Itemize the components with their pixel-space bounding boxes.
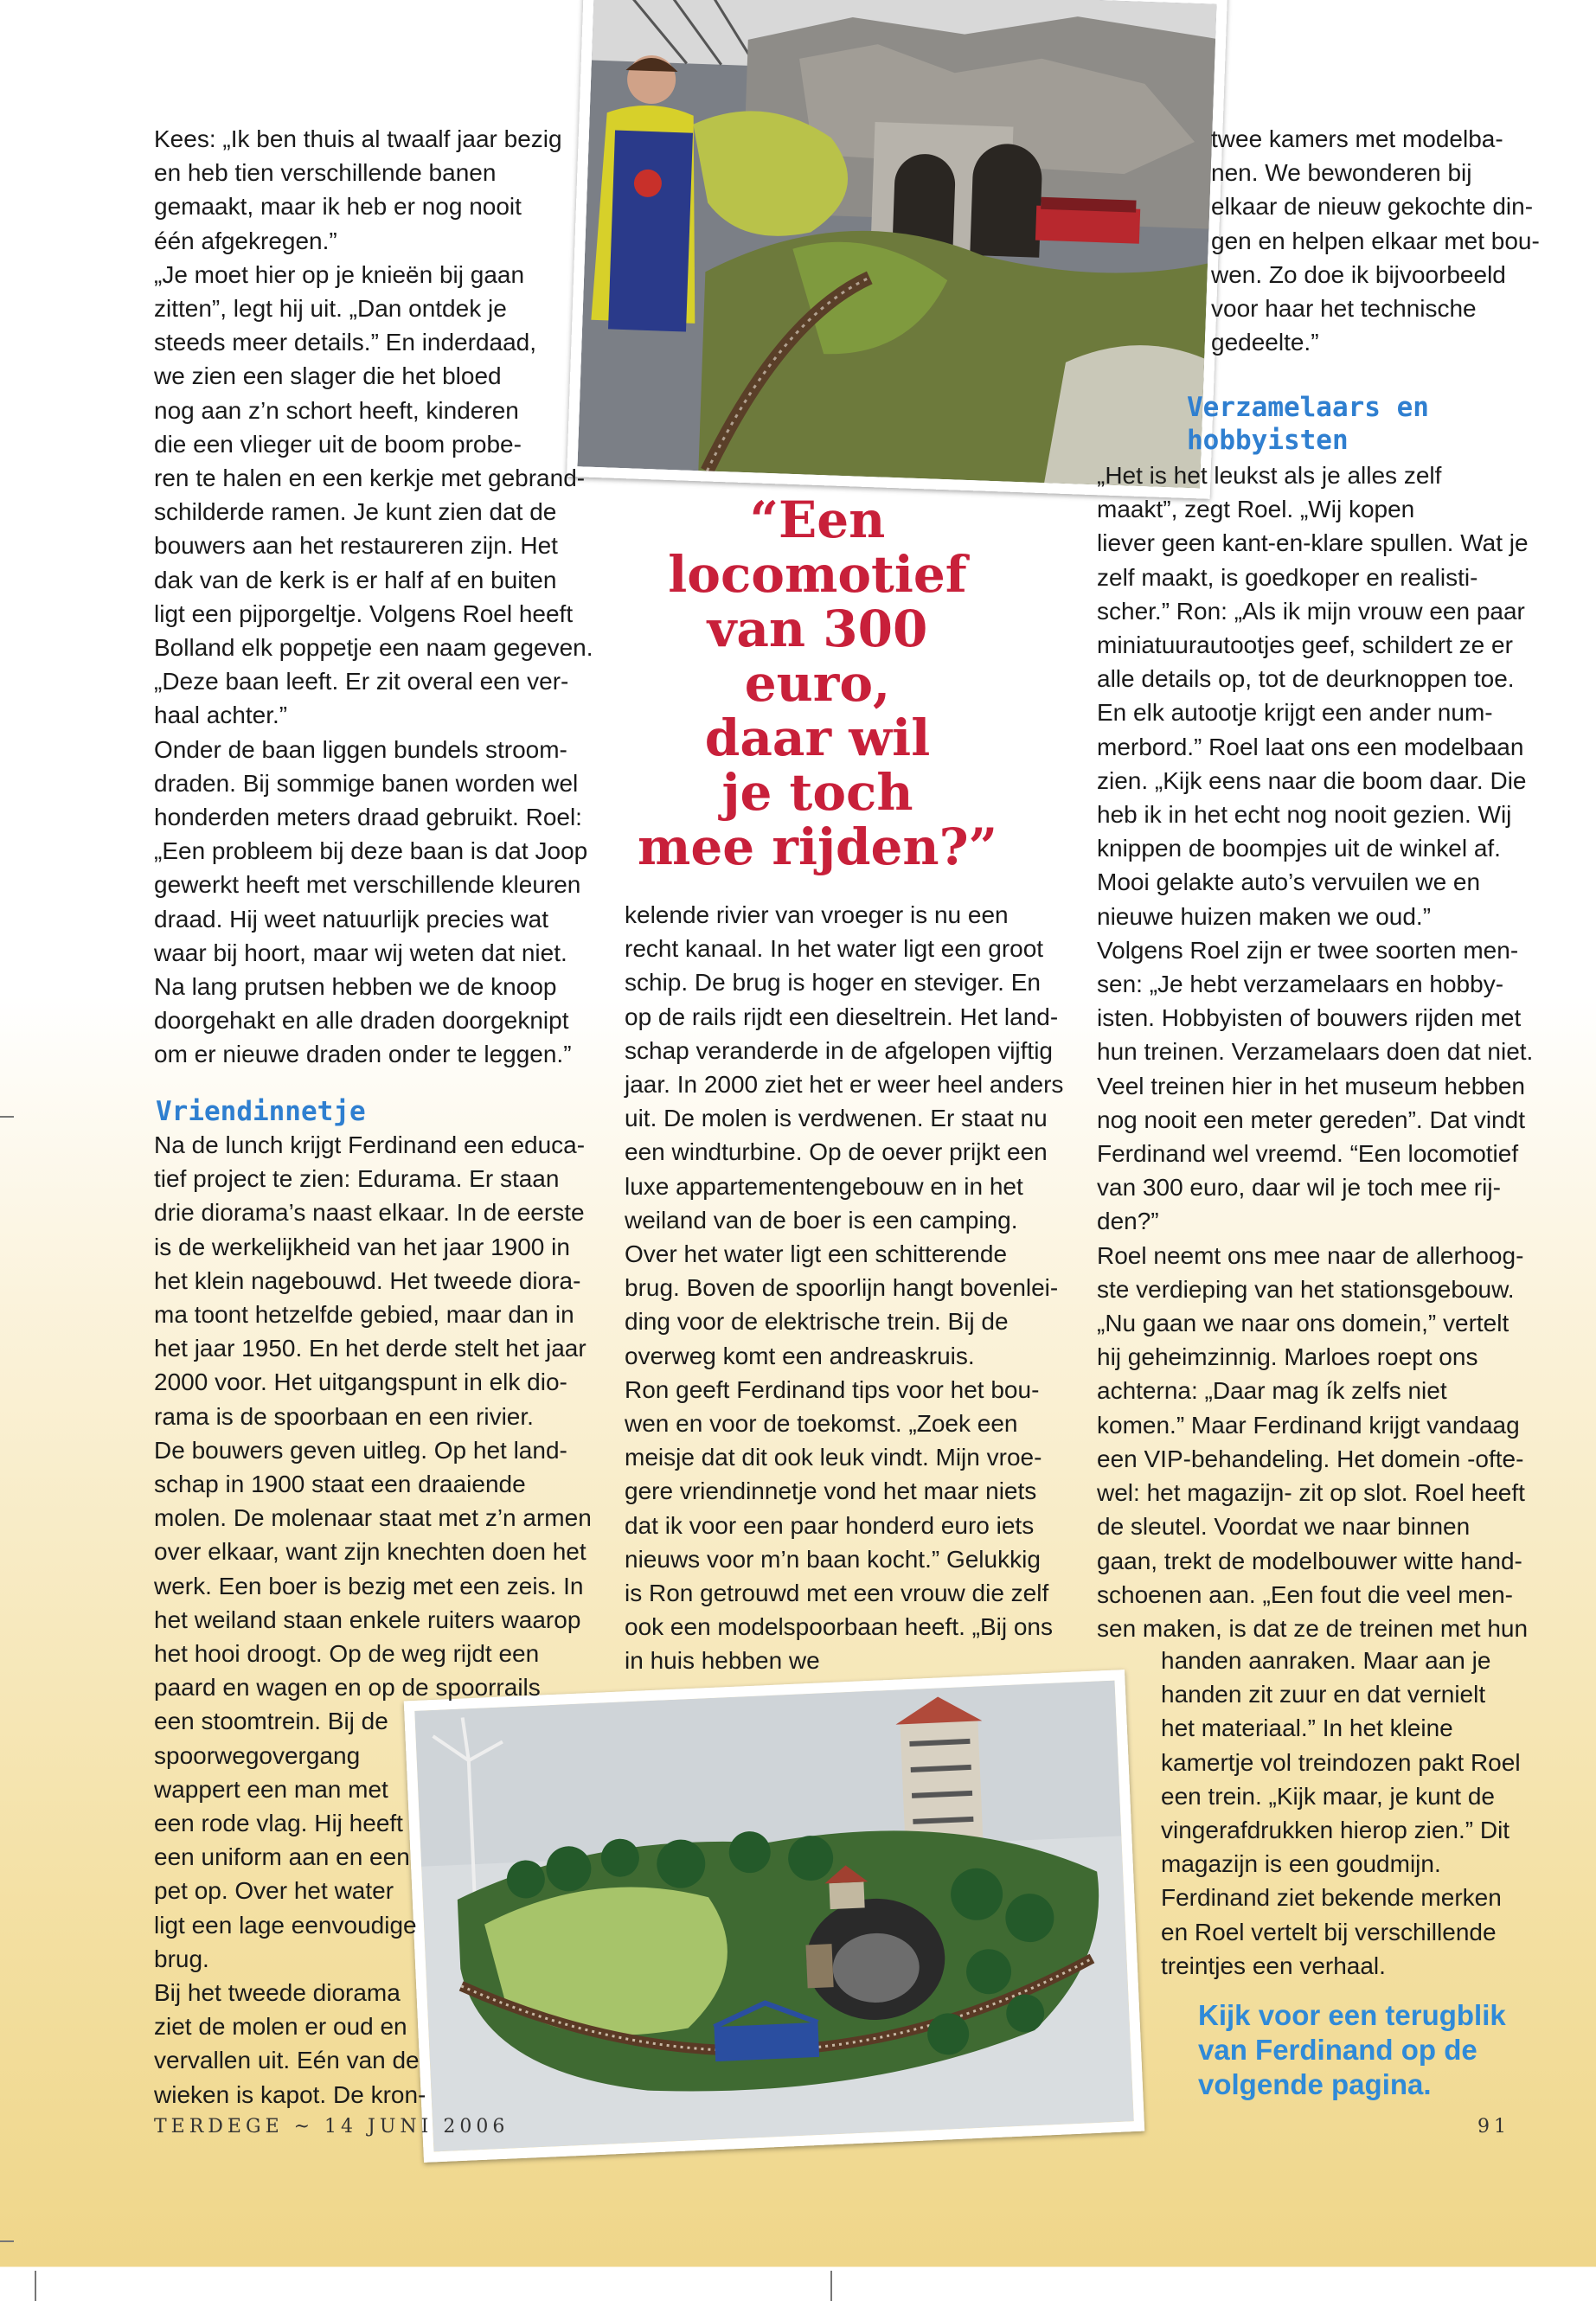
article-column-3-bottom: „Het is het leukst als je alles zelf maakt”, zegt Roel. „Wij kopen liever geen kant-en-klare spullen. Wat je zelf maakt, is goedkoper en realisti- scher.” Ron: „Als ik mijn vrouw een paar miniatuurautootjes geef, schildert ze er alle details op, tot de deurknoppen toe. En elk autootje krijgt een ander num- merbord.” Roel laat ons een modelbaan zien. „Kijk eens naar die boom daar. Die heb ik in het echt nog nooit gezien. Wij knippen de boompjes uit de winkel af. Mooi gelakte auto’s vervuilen we en nieuwe huizen maken we oud.” Volgens Roel zijn er twee soorten men- sen: „Je hebt verzamelaars en hobby- isten. Hobbyisten of bouwers rijden met hun treinen. Verzamelaars doen dat niet. Veel treinen hier in het museum hebben nog nooit een meter gereden”. Dat vindt Ferdinand wel vreemd. “Een locomotief van 300 euro, daar wil je toch mee rij- den?” Roel neemt ons mee naar de allerhoog- ste verdieping van het stationsgebouw. „Nu gaan we naar ons domein,” vertelt hij geheimzinnig. Marloes roept ons achterna: „Daar mag ík zelfs niet komen.” Maar Ferdinand krijgt vandaag een VIP-behandeling. Het domein -ofte- wel: het magazijn- zit op slot. Roel heeft de sleutel. Voordat we naar binnen gaan, trekt de modelbouwer witte hand- schoenen aan. „Een fout die veel men- sen maken, is dat ze de treinen met hun xyxy=(1097,462,1534,1642)
article-column-3-indented: handen aanraken. Maar aan je handen zit zuur en dat vernielt het materiaal.” In het kleine kamertje vol treindozen pakt Roel een trein. „Kijk maar, je kunt de vingerafdrukken hierop zien.” Dit magazijn is een goudmijn. Ferdinand ziet bekende merken en Roel vertelt bij verschillende treintjes een verhaal. xyxy=(1161,1647,1521,1979)
footer-publication: TERDEGE ~ 14 JUNI 2006 xyxy=(154,2116,510,2138)
article-column-1-bottom: Na de lunch krijgt Ferdinand een educa- tief project te zien: Edurama. Er staan drie diorama’s naast elkaar. In de eerste is de werkelijkheid van het jaar 1900 in het klein nagebouwd. Het tweede diora- ma toont hetzelfde gebied, maar dan in het jaar 1950. En het derde stelt het jaar 2000 voor. Het uitgangspunt in elk dio- rama is de spoorbaan en een rivier. De bouwers geven uitleg. Op het land- schap in 1900 staat een draaiende molen. De molenaar staat met z’n armen over elkaar, want zijn knechten doen het werk. Een boer is bezig met een zeis. In het weiland staan enkele ruiters waarop het hooi droogt. Op de weg rijdt een paard en wagen en op de spoorrails een stoomtrein. Bij de spoorwegovergang wappert een man met een rode vlag. Hij heeft een uniform aan en een pet op. Over het water ligt een lage eenvoudige brug. Bij het tweede diorama ziet de molen er oud en vervallen uit. Eén van de wieken is kapot. De kron- xyxy=(154,1131,592,2108)
crop-mark xyxy=(35,2271,36,2301)
page-number: 91 xyxy=(1477,2116,1510,2138)
article-column-2: kelende rivier van vroeger is nu een recht kanaal. In het water ligt een groot schip. De brug is hoger en steviger. En op de rails rijdt een dieseltrein. Het land- schap veranderde in de afgelopen vijftig jaar. In 2000 ziet het er weer heel anders uit. De molen is verdwenen. Er staat nu een windturbine. Op de oever prijkt een luxe appartementengebouw en in het weiland van de boer is een camping. Over het water ligt een schitterende brug. Boven de spoorlijn hangt bovenlei- ding voor de elektrische trein. Bij de overweg komt een andreaskruis. Ron geeft Ferdinand tips voor het bou- wen en voor de toekomst. „Zoek een meisje dat dit ook leuk vindt. Mijn vroe- gere vriendinnetje vond het maar niets dat ik voor een paar honderd euro iets nieuws voor m’n baan kocht.” Gelukkig is Ron getrouwd met een vrouw die zelf ook een modelspoorbaan heeft. „Bij ons in huis hebben we xyxy=(625,901,1064,1675)
pull-quote: “Een locomotief van 300 euro, daar wil je toch mee rijden?” xyxy=(638,490,997,876)
next-page-teaser: Kijk voor een terugblik van Ferdinand op de volgende pagina. xyxy=(1198,1999,1506,2100)
article-column-1-top: Kees: „Ik ben thuis al twaalf jaar bezig en heb tien verschillende banen gemaakt, maar ik heb er nog nooit één afgekregen.” „Je moet hier op je knieën bij gaan zitten”, legt hij uit. „Dan ontdek je steeds meer details.” En inderdaad, we zien een slager die het bloed nog aan z’n schort heeft, kinderen die een vlieger uit de boom probe- ren te halen en een kerkje met gebrand- schilderde ramen. Je kunt zien dat de bouwers aan het restaureren zijn. Het dak van de kerk is er half af en buiten ligt een pijporgeltje. Volgens Roel heeft Bolland elk poppetje een naam gegeven. „Deze baan leeft. Er zit overal een ver- haal achter.” Onder de baan liggen bundels stroom- draden. Bij sommige banen worden wel honderden meters draad gebruikt. Roel: „Een probleem bij deze baan is dat Joop gewerkt heeft met verschillende kleuren draad. Hij weet natuurlijk precies wat waar bij hoort, maar wij weten dat niet. Na lang prutsen hebben we de knoop doorgehakt en alle draden doorgeknipt om er nieuwe draden onder te leggen.” xyxy=(154,125,593,1068)
crop-mark xyxy=(0,1116,14,1118)
photo-mountain-railway xyxy=(567,0,1227,499)
subheading-vriendinnetje: Vriendinnetje xyxy=(156,1096,366,1127)
crop-mark xyxy=(0,2240,14,2242)
subheading-verzamelaars: Verzamelaars en hobbyisten xyxy=(1187,392,1429,456)
crop-mark xyxy=(830,2271,832,2301)
article-column-3-top: twee kamers met modelba- nen. We bewonderen bij elkaar de nieuw gekochte din- gen en helpen elkaar met bou- wen. Zo doe ik bijvoorbeeld voor haar het technische gedeelte.” xyxy=(1211,125,1540,356)
